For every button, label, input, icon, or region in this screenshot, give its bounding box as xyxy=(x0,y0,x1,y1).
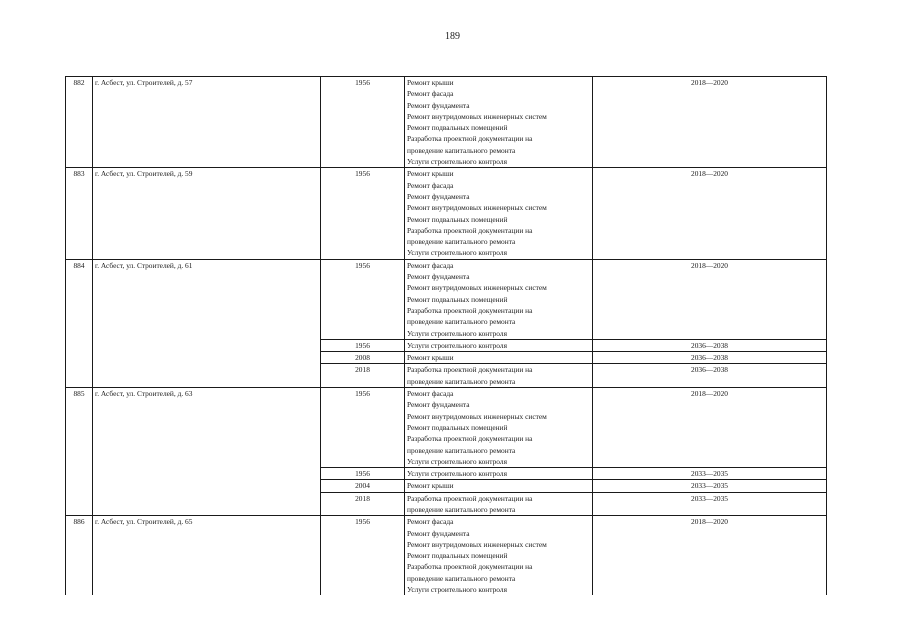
table-row xyxy=(66,168,827,259)
work-item: Ремонт крыши xyxy=(407,481,454,491)
year-cell: 1956 xyxy=(321,339,405,351)
work-item: Услуги строительного контроля xyxy=(407,469,507,479)
work-item: Ремонт подвальных помещений xyxy=(407,123,508,133)
work-item: Ремонт подвальных помещений xyxy=(407,214,508,224)
year-cell: 2018 xyxy=(321,492,405,516)
repair-schedule-table xyxy=(65,76,827,595)
works-cell xyxy=(405,364,593,388)
work-item: Ремонт подвальных помещений xyxy=(407,294,508,304)
work-item: Услуги строительного контроля xyxy=(407,456,507,466)
work-item: Ремонт фасада xyxy=(407,180,454,190)
year-cell: 1956 xyxy=(321,516,405,596)
work-item: Ремонт фундамента xyxy=(407,528,470,538)
table-body xyxy=(66,77,827,596)
work-item: Ремонт подвальных помещений xyxy=(407,422,508,432)
work-item: Ремонт внутридомовых инженерных систем xyxy=(407,539,547,549)
work-item: Разработка проектной документации на xyxy=(407,434,533,444)
address-cell: г. Асбест, ул. Строителей, д. 57 xyxy=(93,77,321,168)
work-item: Ремонт фундамента xyxy=(407,191,470,201)
work-item: Разработка проектной документации на xyxy=(407,493,533,503)
year-cell: 2018 xyxy=(321,364,405,388)
work-item: Услуги строительного контроля xyxy=(407,585,507,595)
year-cell: 1956 xyxy=(321,388,405,468)
period-cell: 2018—2020 xyxy=(593,516,827,596)
works-cell xyxy=(405,516,593,596)
period-cell: 2036—2038 xyxy=(593,364,827,388)
work-item: проведение капитального ремонта xyxy=(407,504,516,514)
works-cell xyxy=(405,388,593,468)
work-item: Разработка проектной документации на xyxy=(407,365,533,375)
address-cell: г. Асбест, ул. Строителей, д. 63 xyxy=(93,388,321,516)
row-number: 882 xyxy=(66,77,93,168)
period-cell: 2018—2020 xyxy=(593,168,827,259)
period-cell: 2018—2020 xyxy=(593,259,827,339)
work-item: Услуги строительного контроля xyxy=(407,248,507,258)
work-item: Ремонт крыши xyxy=(407,78,454,87)
work-item: Ремонт внутридомовых инженерных систем xyxy=(407,411,547,421)
year-cell: 2008 xyxy=(321,352,405,364)
work-item: Ремонт внутридомовых инженерных систем xyxy=(407,283,547,293)
page-number: 189 xyxy=(445,31,460,42)
period-cell: 2018—2020 xyxy=(593,77,827,168)
work-item: Ремонт фасада xyxy=(407,389,454,399)
period-cell: 2033—2035 xyxy=(593,468,827,480)
year-cell: 2004 xyxy=(321,480,405,492)
work-item: Ремонт крыши xyxy=(407,353,454,363)
work-item: Ремонт фундамента xyxy=(407,100,470,110)
work-item: проведение капитального ремонта xyxy=(407,573,516,583)
work-item: Ремонт фундамента xyxy=(407,272,470,282)
address-cell: г. Асбест, ул. Строителей, д. 65 xyxy=(93,516,321,596)
period-cell: 2033—2035 xyxy=(593,492,827,516)
work-item: проведение капитального ремонта xyxy=(407,317,516,327)
work-item: проведение капитального ремонта xyxy=(407,237,516,247)
row-number: 885 xyxy=(66,388,93,516)
year-cell: 1956 xyxy=(321,259,405,339)
table-row xyxy=(66,388,827,468)
period-cell: 2018—2020 xyxy=(593,388,827,468)
table-row xyxy=(66,516,827,596)
works-cell xyxy=(405,77,593,168)
work-item: Услуги строительного контроля xyxy=(407,340,507,350)
works-cell xyxy=(405,468,593,480)
table-row xyxy=(66,77,827,168)
work-item: Услуги строительного контроля xyxy=(407,157,507,167)
work-item: Разработка проектной документации на xyxy=(407,305,533,315)
row-number: 886 xyxy=(66,516,93,596)
period-cell: 2036—2038 xyxy=(593,339,827,351)
works-cell xyxy=(405,492,593,516)
works-cell xyxy=(405,339,593,351)
works-cell xyxy=(405,480,593,492)
period-cell: 2036—2038 xyxy=(593,352,827,364)
work-item: Ремонт фундамента xyxy=(407,400,470,410)
row-number: 883 xyxy=(66,168,93,259)
address-cell: г. Асбест, ул. Строителей, д. 59 xyxy=(93,168,321,259)
work-item: Ремонт внутридомовых инженерных систем xyxy=(407,111,547,121)
work-item: Ремонт фасада xyxy=(407,517,454,527)
table-row xyxy=(66,259,827,339)
work-item: проведение капитального ремонта xyxy=(407,376,516,386)
row-number: 884 xyxy=(66,259,93,387)
work-item: Разработка проектной документации на xyxy=(407,225,533,235)
address-cell: г. Асбест, ул. Строителей, д. 61 xyxy=(93,259,321,387)
work-item: Ремонт фасада xyxy=(407,89,454,99)
work-item: Ремонт подвальных помещений xyxy=(407,551,508,561)
work-item: проведение капитального ремонта xyxy=(407,145,516,155)
work-item: Ремонт фасада xyxy=(407,260,454,270)
works-cell xyxy=(405,259,593,339)
year-cell: 1956 xyxy=(321,168,405,259)
work-item: Услуги строительного контроля xyxy=(407,328,507,338)
work-item: проведение капитального ремонта xyxy=(407,445,516,455)
works-cell xyxy=(405,168,593,259)
work-item: Разработка проектной документации на xyxy=(407,134,533,144)
work-item: Разработка проектной документации на xyxy=(407,562,533,572)
year-cell: 1956 xyxy=(321,468,405,480)
year-cell: 1956 xyxy=(321,77,405,168)
work-item: Ремонт внутридомовых инженерных систем xyxy=(407,203,547,213)
work-item: Ремонт крыши xyxy=(407,169,454,179)
period-cell: 2033—2035 xyxy=(593,480,827,492)
works-cell xyxy=(405,352,593,364)
